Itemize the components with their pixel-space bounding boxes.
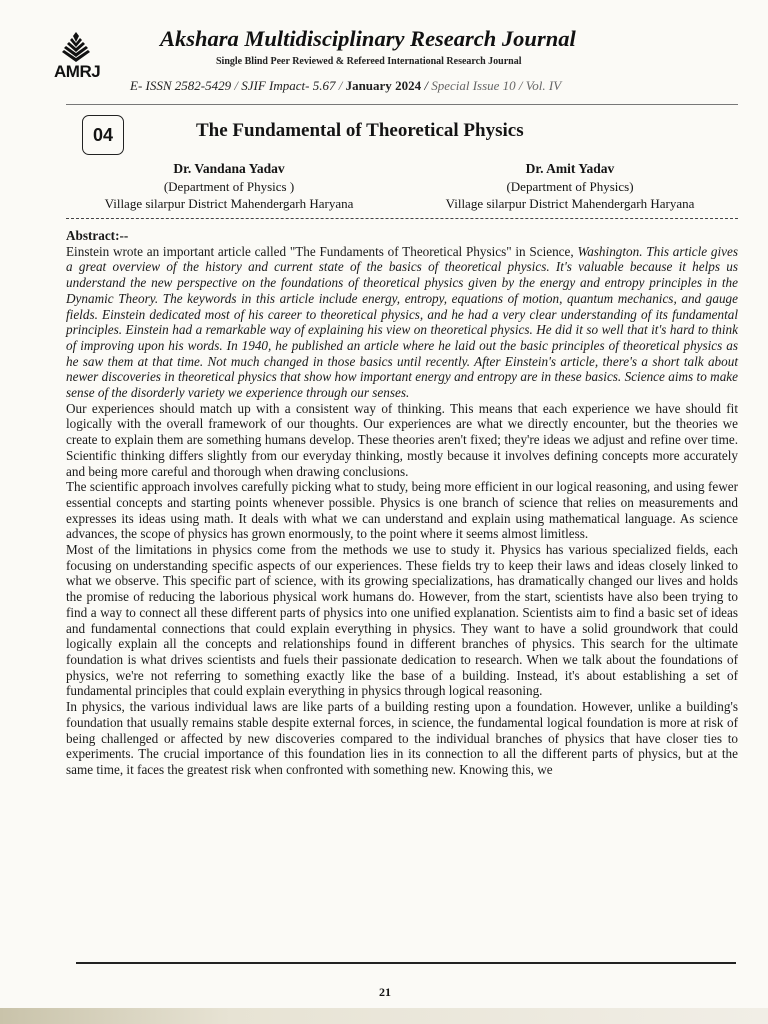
abstract-italic-text: Washington. This article gives a great overview of the history and current state of the basics of theoretical physics. It's valuable because it helps us understand the new perspective on the foundations of theoretical physics given by the energy and entropy principles in the Dynamic Theory. The keywords in this article include energy, entropy, equations of motion, quantum mechanics, and gauge fields. Einstein dedicated most of his career to theoretical physics, and he had a very clear understanding of its fundamental principles. Einstein had a remarkable way of explaining his view on theoretical physics. He did it so well that it's hard to think of improving upon his words. In 1940, he published an article where he laid out the basic principles of theoretical physics as he saw them at that time. Not much changed in those basics until recently. After Einstein's article, there's a short talk about newer discoveries in theoretical physics that show how important energy and entropy are in these basics. Science aims to make sense of the disorderly variety we experience through our senses. (66, 243, 739, 401)
logo-abbreviation: AMRJ (54, 62, 101, 81)
authors-divider (66, 218, 738, 219)
volume: Vol. IV (525, 78, 562, 93)
journal-title: Akshara Multidisciplinary Research Journal (160, 26, 576, 51)
body-paragraph-2: The scientific approach involves carefully picking what to study, being more efficient in our logical reasoning, and using fewer essential concepts and starting points whenever possible. Physics is one branch of science that relies on measurements and expresses its ideas using math. It deals with what we can understand and explain using mathematical language. As science advances, the scope of physics has grown enormously, to the point where it seems almost limitless. (66, 479, 738, 542)
book-feather-icon (58, 30, 94, 64)
author-address: Village silarpur District Mahendergarh Haryana (445, 196, 695, 211)
paper-title: The Fundamental of Theoretical Physics (196, 120, 524, 141)
footer-divider (76, 962, 736, 964)
abstract-heading: Abstract:-- (66, 228, 129, 243)
body-paragraph-1: Our experiences should match up with a consistent way of thinking. This means that each experience we have should fit logically with the overall framework of our thoughts. Our experiences are what we directly encounter, but the theories we create to explain them are something humans develop. These theories aren't fixed; they're ideas we adjust and refine over time. Scientific thinking differs slightly from our everyday thinking, mostly because it involves defining concepts more accurately and being more careful and thorough when drawing conclusions. (66, 400, 738, 479)
impact-factor: SJIF Impact- 5.67 (241, 78, 336, 93)
journal-meta: E- ISSN 2582-5429 / SJIF Impact- 5.67 / January 2024 / Special Issue 10 / Vol. IV (130, 78, 562, 93)
article-body (66, 228, 738, 778)
journal-logo (52, 28, 124, 88)
author-name: Dr. Amit Yadav (525, 161, 615, 176)
issn: E- ISSN 2582-5429 (130, 78, 232, 93)
issue-year: 2024 (395, 78, 422, 93)
abstract-paragraph (66, 244, 738, 401)
header-divider (66, 104, 738, 105)
page-bottom-edge (0, 1008, 768, 1024)
special-issue: Special Issue 10 (431, 78, 516, 93)
author-department: (Department of Physics ) (163, 178, 295, 194)
page-number: 21 (379, 985, 391, 999)
issue-month: January (345, 78, 392, 93)
body-paragraph-3: Most of the limitations in physics come from the methods we use to study it. Physics has various specialized fields, each focusing on understanding specific aspects of our experiences. These fields try to keep their laws and ideas closely linked to what we observe. This specific part of science, with its growing specializations, has dramatically changed our lives and holds the promise of reducing the laborious physical work humans do. However, from the start, scientists have also been trying to find a way to connect all these different parts of physics into one unified explanation. Scientists aim to find a basic set of ideas and fundamental connections that could explain everything in physics. They want to have a solid groundwork that could logically explain all the concepts and relationships found in different branches of physics. This search for the ultimate foundation is what drives scientists and fuels their passionate dedication to research. When we talk about the foundations of physics, we're not referring to something exactly like the base of a building. Instead, it's about establishing a set of fundamental principles that could explain everything in physics through logical reasoning. (66, 542, 738, 699)
author-name: Dr. Vandana Yadav (173, 161, 285, 176)
article-number-badge: 04 (82, 115, 124, 155)
author-address: Village silarpur District Mahendergarh Haryana (104, 196, 354, 211)
author-block-1 (66, 160, 392, 213)
body-paragraph-4: In physics, the various individual laws are like parts of a building resting upon a foundation. However, unlike a building's foundation that usually remains stable despite external forces, in science, the fundamental logical foundation is more at risk of being challenged or affected by new discoveries compared to the individual branches of physics that have closer ties to experiments. The crucial importance of this foundation lies in its connection to all the different parts of physics, but at the same time, it faces the greatest risk when confronted with something new. Knowing this, we (66, 699, 738, 777)
author-department: (Department of Physics) (506, 178, 634, 194)
abstract-intro: Einstein wrote an important article called "The Fundaments of Theoretical Physics" in Science, (66, 243, 578, 259)
journal-subtitle: Single Blind Peer Reviewed & Refereed International Research Journal (216, 56, 522, 67)
author-block-2 (402, 160, 738, 213)
